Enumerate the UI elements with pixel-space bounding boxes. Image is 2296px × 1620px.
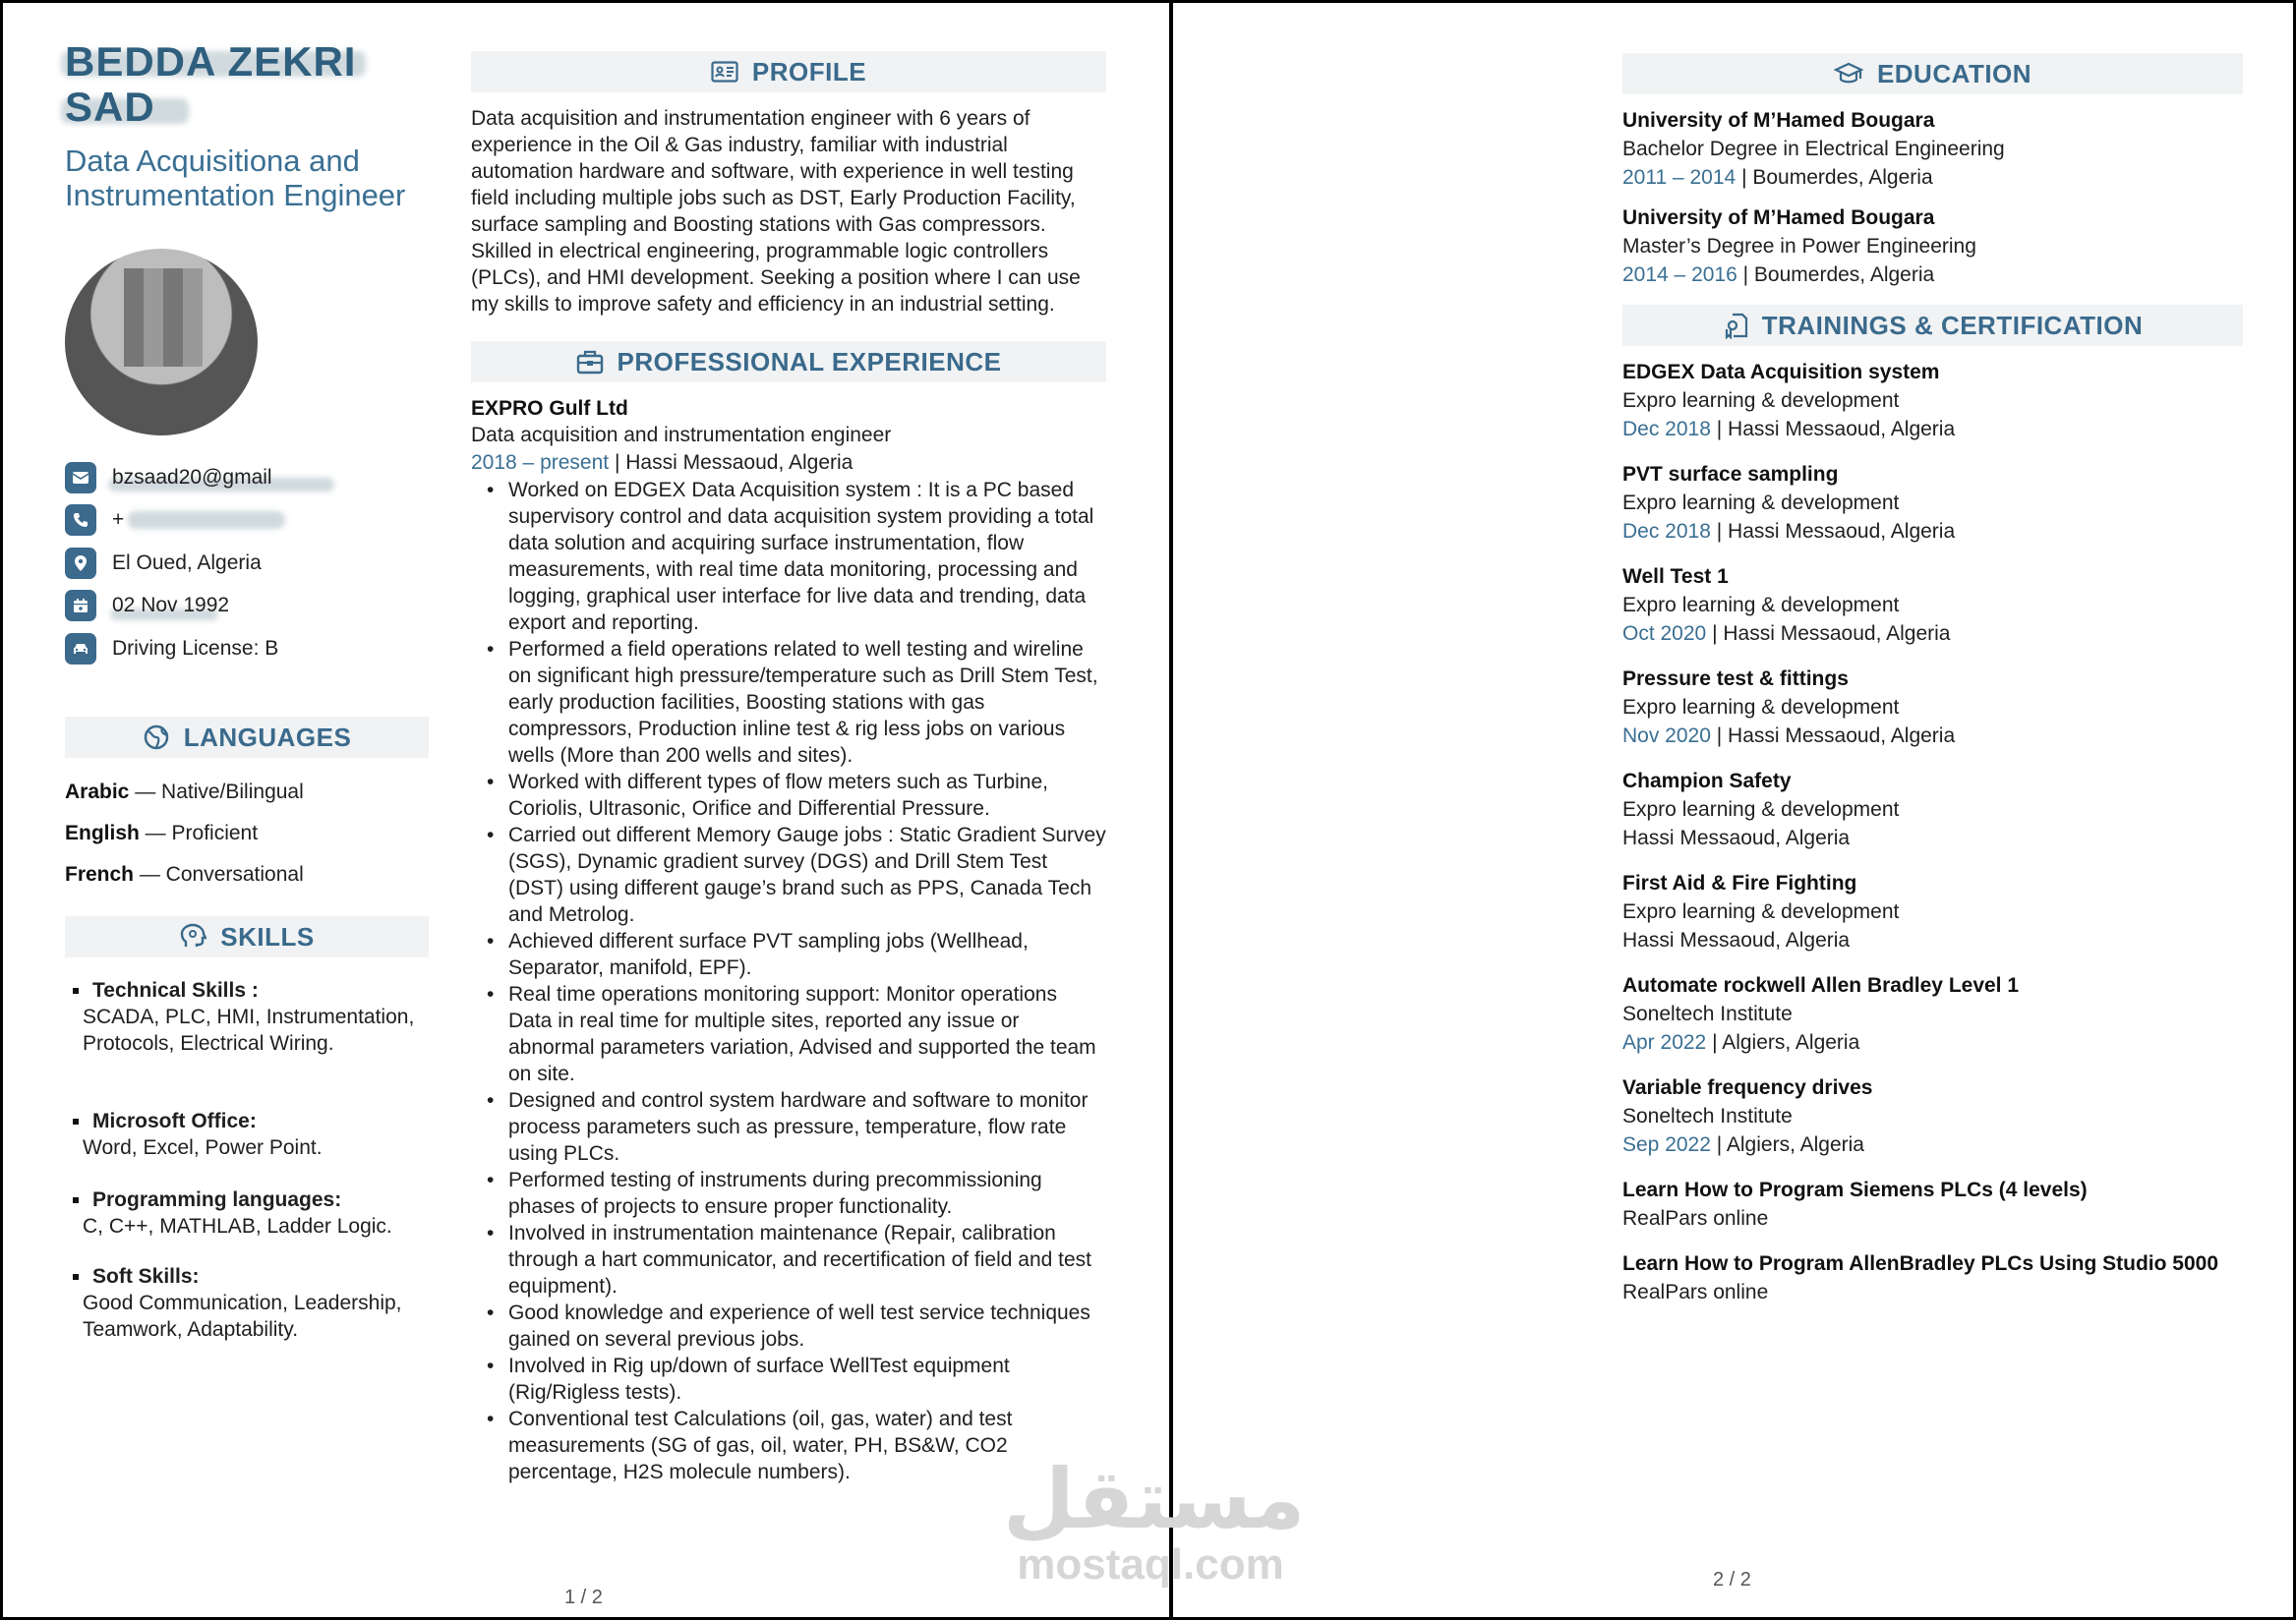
training-name-text: Pressure test & fittings bbox=[1622, 667, 1849, 690]
training-org: Expro learning & development bbox=[1622, 900, 1900, 923]
dates-location bbox=[1622, 260, 2243, 289]
job-role: Data acquisition and instrumentation engineer bbox=[471, 424, 892, 446]
id-card-icon bbox=[711, 61, 738, 83]
phone-text: + bbox=[112, 508, 125, 532]
skill-item: Programming languages: C, C++, MATHLAB, Ladder Logic. bbox=[65, 1186, 429, 1240]
languages-section bbox=[65, 717, 429, 896]
skill-item: Soft Skills: Good Communication, Leadership, Teamwork, Adaptability. bbox=[65, 1263, 429, 1343]
dates-location bbox=[1622, 722, 2243, 750]
training-org: RealPars online bbox=[1622, 1207, 1769, 1230]
languages-title: LANGUAGES bbox=[183, 722, 352, 752]
page-number: 2 / 2 bbox=[1713, 1569, 1751, 1591]
training-name bbox=[1622, 1249, 2243, 1278]
training-name bbox=[1622, 869, 2243, 897]
experience-bullets bbox=[471, 477, 1106, 1485]
training-name-text: EDGEX Data Acquisition system bbox=[1622, 361, 1940, 383]
contact-birthdate bbox=[65, 585, 429, 628]
profile-text: Data acquisition and instrumentation engineer with 6 years of experience in the Oil & Gas industry, familiar with industrial automation hardware and software, with experience in well testing field including multiple jobs such as DST, Early Production Facility, surface sampling and Boosting stations with Gas compressors. Skilled in electrical engineering, programmable logic controllers (PLCs), and HMI development. Seeking a position where I can use my skills to improve safety and efficiency in an industrial setting. bbox=[471, 107, 1081, 316]
company-name: EXPRO Gulf Ltd bbox=[471, 397, 628, 420]
job-title: Data Acquisitiona and Instrumentation Engineer bbox=[65, 144, 406, 212]
experience-bullet: • Achieved different surface PVT sampling jobs (Wellhead, Separator, manifold, EPF). bbox=[508, 928, 1106, 981]
trainings-header bbox=[1622, 305, 2243, 346]
experience-bullet: • Involved in Rig up/down of surface WellTest equipment (Rig/Rigless tests). bbox=[508, 1353, 1106, 1406]
training-name bbox=[1622, 358, 2243, 386]
dates-location bbox=[1622, 1130, 2243, 1159]
profile-title: PROFILE bbox=[751, 56, 867, 87]
training-name-text: First Aid & Fire Fighting bbox=[1622, 872, 1857, 895]
experience-bullet: • Real time operations monitoring support: Monitor operations Data in real time for multiple sites, reported any issue or abnormal parameters variation, Advised and supported the team on site. bbox=[508, 981, 1106, 1087]
education-list bbox=[1622, 106, 2243, 289]
experience-bullet: • Worked on EDGEX Data Acquisition system : It is a PC based supervisory control and data acquisition system providing a total data solution and acquiring surface instrumentation, flow measurements, with real time data monitoring, processing and logging, graphical user interface for live data and trending, data export and reporting. bbox=[508, 477, 1106, 636]
page-number: 1 / 2 bbox=[564, 1587, 603, 1608]
phone-icon bbox=[65, 504, 96, 536]
location: | Hassi Messaoud, Algeria bbox=[1710, 418, 1956, 440]
training-name bbox=[1622, 1176, 2243, 1204]
training-name-text: PVT surface sampling bbox=[1622, 463, 1839, 486]
experience-bullet: • Designed and control system hardware and software to monitor process parameters such as pressure, temperature, flow rate using PLCs. bbox=[508, 1087, 1106, 1167]
dates: Dec 2018 bbox=[1622, 418, 1711, 440]
graduation-cap-icon bbox=[1834, 62, 1863, 86]
dates: Oct 2020 bbox=[1622, 622, 1707, 645]
training-entry bbox=[1622, 665, 2243, 750]
dates-location bbox=[1622, 415, 2243, 443]
training-name bbox=[1622, 460, 2243, 489]
page-divider bbox=[1169, 0, 1173, 1620]
training-entry bbox=[1622, 1249, 2243, 1306]
training-org: Soneltech Institute bbox=[1622, 1003, 1793, 1025]
dates-location bbox=[1622, 517, 2243, 546]
training-entry bbox=[1622, 1073, 2243, 1159]
education-entry bbox=[1622, 106, 2243, 192]
dates: Sep 2022 bbox=[1622, 1133, 1711, 1156]
main-column bbox=[471, 51, 1106, 1485]
experience-bullet: • Worked with different types of flow meters such as Turbine, Coriolis, Ultrasonic, Orifice and Differential Pressure. bbox=[508, 769, 1106, 822]
location: Hassi Messaoud, Algeria bbox=[1622, 929, 1851, 952]
experience-bullet: • Good knowledge and experience of well test service techniques gained on several previous jobs. bbox=[508, 1300, 1106, 1353]
dates-location bbox=[1622, 926, 2243, 955]
head-gear-icon bbox=[179, 923, 206, 951]
training-name bbox=[1622, 1073, 2243, 1102]
dates: Apr 2022 bbox=[1622, 1031, 1707, 1054]
experience-bullet: • Carried out different Memory Gauge jobs : Static Gradient Survey (SGS), Dynamic gradient survey (DGS) and Drill Stem Test (DST) using different gauge’s brand such as PPS, Canada Tech and Metrolog. bbox=[508, 822, 1106, 928]
skills-header bbox=[65, 916, 429, 957]
training-entry bbox=[1622, 971, 2243, 1057]
training-org: Expro learning & development bbox=[1622, 492, 1900, 514]
experience-title: PROFESSIONAL EXPERIENCE bbox=[617, 346, 1002, 376]
contact-license bbox=[65, 627, 429, 670]
training-org: Expro learning & development bbox=[1622, 696, 1900, 719]
candidate-name: BEDDA ZEKRI SAD bbox=[65, 38, 357, 130]
training-org: Expro learning & development bbox=[1622, 798, 1900, 821]
training-name bbox=[1622, 971, 2243, 1000]
dates: 2011 – 2014 bbox=[1622, 166, 1737, 189]
training-name-text: Learn How to Program Siemens PLCs (4 levels) bbox=[1622, 1179, 2088, 1201]
email-text: bzsaad20@gmail bbox=[112, 465, 272, 489]
school-name-text: University of M’Hamed Bougara bbox=[1622, 206, 1935, 229]
location: | Hassi Messaoud, Algeria bbox=[1710, 520, 1956, 543]
license-text: Driving License: B bbox=[112, 636, 279, 660]
training-entry bbox=[1622, 460, 2243, 546]
language-item: Arabic — Native/Bilingual bbox=[65, 781, 304, 803]
profile-header bbox=[471, 51, 1106, 92]
training-name-text: Champion Safety bbox=[1622, 770, 1792, 792]
training-entry bbox=[1622, 869, 2243, 955]
contact-list bbox=[65, 456, 429, 670]
redaction-blur bbox=[128, 511, 285, 529]
training-entry bbox=[1622, 1176, 2243, 1233]
experience-bullet: • Performed testing of instruments during precommissioning phases of projects to ensure proper functionality. bbox=[508, 1167, 1106, 1220]
training-name bbox=[1622, 562, 2243, 591]
training-name-text: Learn How to Program AllenBradley PLCs Using Studio 5000 bbox=[1622, 1252, 2219, 1275]
skills-section bbox=[65, 916, 429, 1343]
languages-header bbox=[65, 717, 429, 758]
location: Hassi Messaoud, Algeria bbox=[1622, 827, 1851, 849]
skill-item: Technical Skills : SCADA, PLC, HMI, Instrumentation, Protocols, Electrical Wiring. bbox=[65, 977, 429, 1057]
envelope-icon bbox=[65, 462, 96, 493]
experience-bullet: • Involved in instrumentation maintenance (Repair, calibration through a hart communicator, and recertification of field and test equipment). bbox=[508, 1220, 1106, 1300]
dates-location bbox=[1622, 824, 2243, 852]
location: | Boumerdes, Algeria bbox=[1737, 263, 1935, 286]
location: | Algiers, Algeria bbox=[1710, 1133, 1864, 1156]
skills-title: SKILLS bbox=[220, 921, 315, 952]
experience-entry bbox=[471, 395, 1106, 1485]
dates-location bbox=[1622, 1028, 2243, 1057]
dates: Dec 2018 bbox=[1622, 520, 1711, 543]
school-name bbox=[1622, 203, 2243, 232]
page-two-column bbox=[1622, 53, 2243, 1323]
contact-location bbox=[65, 542, 429, 585]
experience-header bbox=[471, 341, 1106, 382]
training-org: Soneltech Institute bbox=[1622, 1105, 1793, 1128]
location-icon bbox=[65, 548, 96, 579]
school-name-text: University of M’Hamed Bougara bbox=[1622, 109, 1935, 132]
location: | Hassi Messaoud, Algeria bbox=[1706, 622, 1951, 645]
certificate-icon bbox=[1723, 312, 1748, 339]
dates: 2014 – 2016 bbox=[1622, 263, 1737, 286]
training-org: RealPars online bbox=[1622, 1281, 1769, 1303]
briefcase-icon bbox=[576, 349, 604, 375]
contact-email[interactable] bbox=[65, 456, 429, 499]
language-item: French — Conversational bbox=[65, 863, 304, 886]
trainings-list bbox=[1622, 358, 2243, 1306]
dates-location bbox=[1622, 619, 2243, 648]
training-name-text: Automate rockwell Allen Bradley Level 1 bbox=[1622, 974, 2020, 997]
education-entry bbox=[1622, 203, 2243, 289]
car-icon bbox=[65, 633, 96, 665]
profile-photo bbox=[65, 249, 258, 435]
trainings-title: TRAININGS & CERTIFICATION bbox=[1761, 310, 2144, 340]
birthdate-text: 02 Nov 1992 bbox=[112, 594, 230, 617]
training-entry bbox=[1622, 767, 2243, 852]
job-dates-location: 2018 – present | Hassi Messaoud, Algeria bbox=[471, 451, 854, 474]
globe-icon bbox=[143, 723, 170, 751]
education-header bbox=[1622, 53, 2243, 94]
experience-bullet: • Conventional test Calculations (oil, gas, water) and test measurements (SG of gas, oil, water, PH, BS&W, CO2 percentage, H2S molecule numbers). bbox=[508, 1406, 1106, 1485]
location: | Boumerdes, Algeria bbox=[1736, 166, 1933, 189]
experience-bullet: • Performed a field operations related to well testing and wireline on significant high pressure/temperature such as Drill Stem Test, early production facilities, Boosting stations with gas compressors, Production inline test & rig less jobs on various wells (More than 200 wells and sites). bbox=[508, 636, 1106, 769]
school-name bbox=[1622, 106, 2243, 135]
dates-location bbox=[1622, 163, 2243, 192]
training-name bbox=[1622, 767, 2243, 795]
training-name-text: Variable frequency drives bbox=[1622, 1076, 1873, 1099]
training-name-text: Well Test 1 bbox=[1622, 565, 1729, 588]
training-entry bbox=[1622, 562, 2243, 648]
contact-phone[interactable] bbox=[65, 499, 429, 543]
language-item: English — Proficient bbox=[65, 822, 259, 844]
training-entry bbox=[1622, 358, 2243, 443]
location-text: El Oued, Algeria bbox=[112, 550, 262, 574]
degree: Master’s Degree in Power Engineering bbox=[1622, 235, 1976, 258]
degree: Bachelor Degree in Electrical Engineering bbox=[1622, 138, 2005, 160]
training-org: Expro learning & development bbox=[1622, 594, 1900, 616]
education-title: EDUCATION bbox=[1876, 58, 2032, 88]
training-org: Expro learning & development bbox=[1622, 389, 1900, 412]
mostaql-watermark: مستقل mostaql.com bbox=[1003, 1451, 1306, 1589]
skill-item: Microsoft Office: Word, Excel, Power Point. bbox=[65, 1108, 429, 1161]
dates: Nov 2020 bbox=[1622, 724, 1711, 747]
location: | Algiers, Algeria bbox=[1706, 1031, 1860, 1054]
calendar-icon bbox=[65, 590, 96, 621]
location: | Hassi Messaoud, Algeria bbox=[1710, 724, 1956, 747]
training-name bbox=[1622, 665, 2243, 693]
